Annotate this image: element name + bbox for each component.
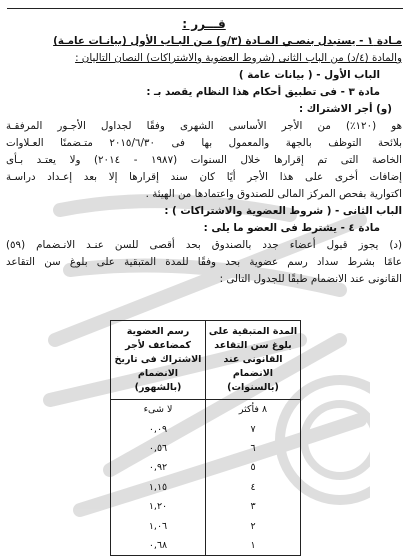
table-row (111, 458, 301, 477)
clause-w-text-3: الخاصة التى تم إقرارها خلال السنوات (١٩٨٧ - ٢٠١٤) ولا يعتـد بـأى (6, 154, 402, 166)
clause-w-text-1: هو (١٢٠٪) من الأجر الأساسى الشهرى وفقًا لجداول الأجـور المرفقـة (6, 120, 402, 132)
cell-years: ٢ (206, 516, 301, 535)
cell-years: ٨ فأكثر (206, 400, 301, 420)
header-remaining-years: المدة المتبقية على بلوغ سن التقاعد القانونى عند الانضمام (بالسنوات) (206, 321, 301, 400)
top-rule (7, 8, 403, 9)
part-2-heading: الباب الثانى - ( شروط العضوية والاشتراكات ) : (164, 205, 402, 217)
part-1-heading: الباب الأول - ( بيانات عامة ) (238, 69, 380, 81)
clause-w-text-4: إضافات أخرى على هذا الأجر أيًا كان سند إقرارها إلا بعد إعـداد دراسـة (6, 171, 402, 183)
cell-fee: ١,٢٠ (111, 497, 206, 516)
article-1-line-2: والمادة (٤/د) من الباب الثانى (شروط العضوية والاشتراكات) النصان التاليان : (75, 52, 402, 64)
clause-d-text-3: القانونى عند الانضمام طبقًا للجدول التالى : (219, 273, 402, 285)
table-row (111, 419, 301, 438)
table-row (111, 400, 301, 420)
cell-fee: ٠,٩٢ (111, 458, 206, 477)
cell-years: ٦ (206, 439, 301, 458)
cell-years: ٧ (206, 419, 301, 438)
decision-heading: قـــرر : (182, 17, 226, 31)
article-1-line-1: مـادة ١ - يستبدل بنصـي المـادة (٣/و) مـن البـاب الأول (بيانـات عامـة) (53, 35, 402, 47)
cell-fee: ١,٠٦ (111, 516, 206, 535)
table-row (111, 478, 301, 497)
table-row (111, 439, 301, 458)
header-membership-fee: رسم العضوية كمضاعف لأجر الاشتراك فى تاريخ الانضمام (بالشهور) (111, 321, 206, 400)
cell-fee: ٠,٦٨ (111, 536, 206, 556)
cell-years: ١ (206, 536, 301, 556)
document-body (6, 16, 402, 288)
clause-w-heading: (و) أجر الاشتراك : (299, 103, 392, 115)
clause-d-text-1: (د) يجوز قبول أعضاء جدد بالصندوق بحد أقصى للسن عنـد الانـضمام (٥٩) (6, 239, 402, 251)
table-row (111, 536, 301, 556)
membership-fee-table (110, 320, 301, 556)
article-3-line: مادة ٣ - فى تطبيق أحكام هذا النظام يقصد بـ : (146, 86, 380, 98)
cell-fee: ٠,٠٩ (111, 419, 206, 438)
table-header-row (111, 321, 301, 400)
clause-w-text-2: بلائحة التوظف بالجهة والمعمول بها فى ٢٠١٥/٦/٣٠ متـضمنًا العـلاوات (6, 137, 402, 149)
cell-fee: لا شىء (111, 400, 206, 420)
cell-fee: ١,١٥ (111, 478, 206, 497)
clause-d-text-2: عامًا بشرط سداد رسم عضوية بحد وفقًا للمدة المتبقية على بلوغ سن التقاعد (6, 256, 402, 268)
clause-w-text-5: اكتوارية بفحص المركز المالى للصندوق واعتمادها من الهيئة . (145, 188, 402, 200)
cell-years: ٣ (206, 497, 301, 516)
cell-years: ٤ (206, 478, 301, 497)
cell-years: ٥ (206, 458, 301, 477)
table-row (111, 497, 301, 516)
cell-fee: ٠,٥٦ (111, 439, 206, 458)
article-4-line: مادة ٤ - يشترط فى العضو ما يلى : (203, 222, 380, 234)
table-row (111, 516, 301, 535)
